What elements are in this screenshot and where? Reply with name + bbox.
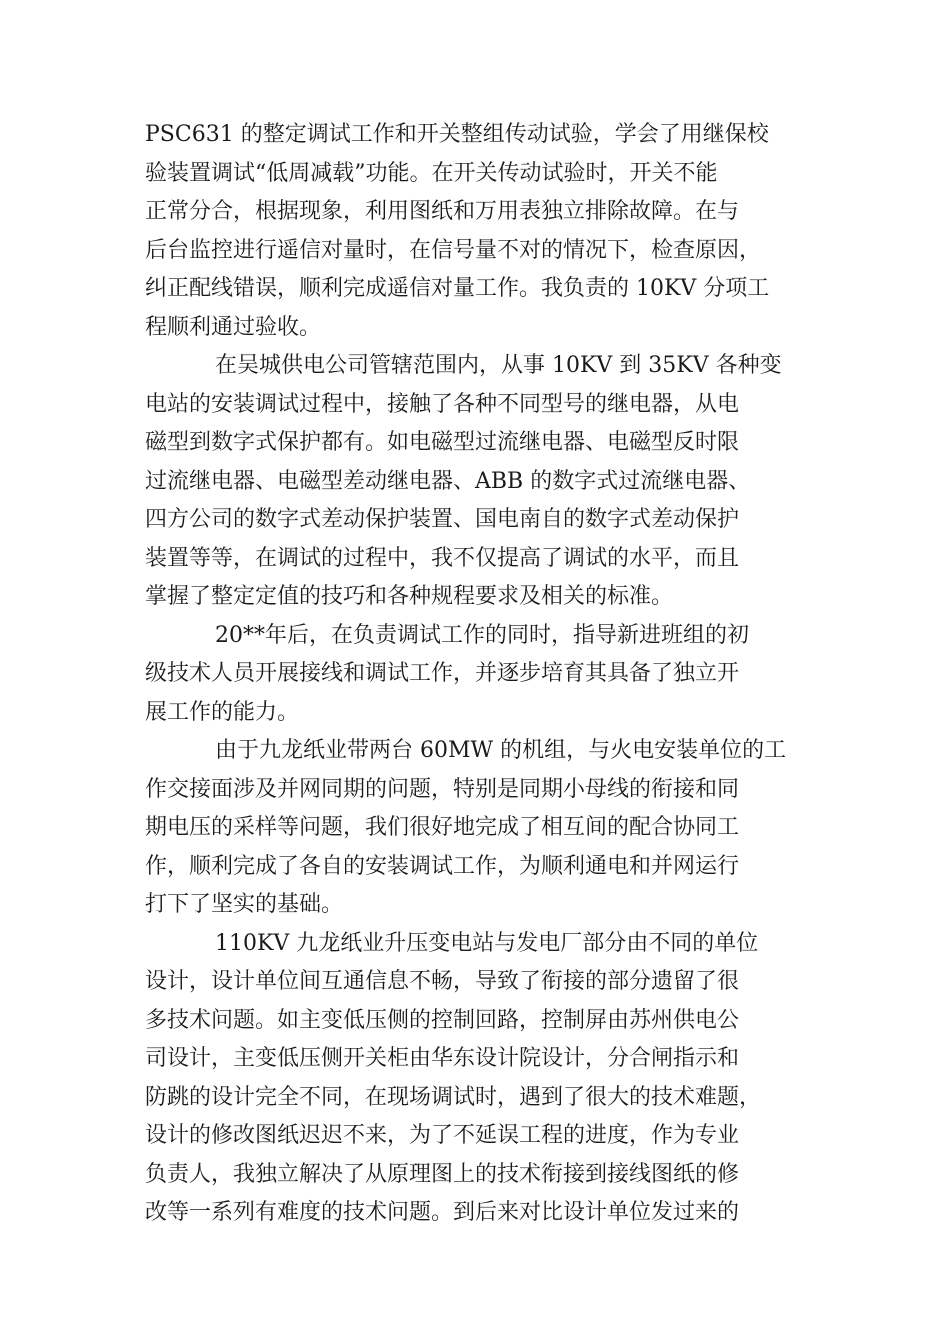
text-line: 改等一系列有难度的技术问题。到后来对比设计单位发过来的 [145,1200,740,1225]
text-line: 后台监控进行遥信对量时，在信号量不对的情况下，检查原因， [145,237,762,263]
text-line: 打下了坚实的基础。 [145,892,344,917]
text-line: 期电压的采样等问题，我们很好地完成了相互间的配合协同工 [145,815,740,840]
text-line: 装置等等，在调试的过程中，我不仅提高了调试的水平，而且 [145,545,740,571]
paragraph-3 [145,617,805,733]
text-line: PSC631 的整定调试工作和开关整组传动试验，学会了用继保校 [145,122,769,147]
text-line: 电站的安装调试过程中，接触了各种不同型号的继电器，从电 [145,391,740,417]
text-line: 磁型到数字式保护都有。如电磁型过流继电器、电磁型反时限 [145,430,740,455]
text-line: 司设计，主变低压侧开关柜由华东设计院设计，分合闸指示和 [145,1046,740,1071]
text-line: 设计的修改图纸迟迟不来，为了不延误工程的进度，作为专业 [145,1123,740,1148]
text-line: 多技术问题。如主变低压侧的控制回路，控制屏由苏州供电公 [145,1007,740,1033]
text-line: 设计，设计单位间互通信息不畅，导致了衔接的部分遗留了很 [145,969,740,994]
text-line: 作，顺利完成了各自的安装调试工作，为顺利通电和并网运行 [145,853,740,879]
text-line: 由于九龙纸业带两台 60MW 的机组，与火电安装单位的工 [215,738,787,763]
text-line: 四方公司的数字式差动保护装置、国电南自的数字式差动保护 [145,507,740,532]
text-line: 纠正配线错误，顺利完成遥信对量工作。我负责的 10KV 分项工 [145,276,770,301]
text-line: 级技术人员开展接线和调试工作，并逐步培育其具备了独立开 [145,661,740,686]
text-line: 防跳的设计完全不同，在现场调试时，遇到了很大的技术难题， [145,1084,762,1110]
text-line: 程顺利通过验收。 [145,314,322,340]
text-line: 过流继电器、电磁型差动继电器、ABB 的数字式过流继电器、 [145,468,751,494]
paragraph-5 [145,925,805,1233]
paragraph-4 [145,732,805,925]
text-line: 110KV 九龙纸业升压变电站与发电厂部分由不同的单位 [215,930,759,956]
document-body [145,116,805,1233]
text-line: 20**年后，在负责调试工作的同时，指导新进班组的初 [215,622,749,648]
text-line: 掌握了整定定值的技巧和各种规程要求及相关的标准。 [145,584,674,609]
text-line: 作交接面涉及并网同期的问题，特别是同期小母线的衔接和同 [145,776,740,802]
text-line: 正常分合，根据现象，利用图纸和万用表独立排除故障。在与 [145,199,740,224]
text-line: 展工作的能力。 [145,699,300,725]
text-line: 在吴城供电公司管辖范围内，从事 10KV 到 35KV 各种变 [215,353,782,378]
paragraph-2 [145,347,805,617]
text-line: 负责人，我独立解决了从原理图上的技术衔接到接线图纸的修 [145,1161,740,1187]
paragraph-1 [145,116,805,347]
text-line: 验装置调试“低周减载”功能。在开关传动试验时，开关不能 [145,160,718,186]
